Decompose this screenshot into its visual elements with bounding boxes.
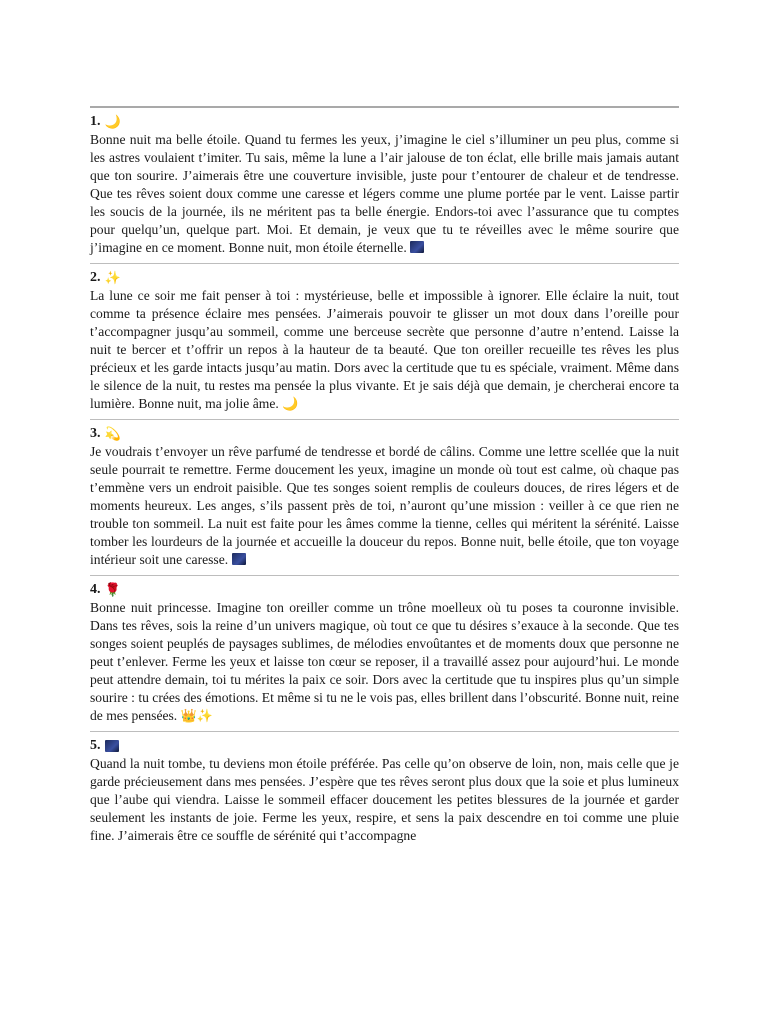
- message-text: La lune ce soir me fait penser à toi : mystérieuse, belle et impossible à ignorer. Elle éclaire la nuit, tout comme ta présence éclaire mes pensées. J’aimerais pouvoir te glisser un mot doux dans l’oreille pour t’accompagner jusqu’au sommeil, comme une berceuse secrète que personne d’autre n’entend. Laisse la nuit te bercer et t’offrir un repos à la hauteur de ta beauté. Que ton oreiller recueille tes rêves les plus précieux et les garde intacts jusqu’au matin. Dors avec la certitude que tu es spéciale, vraiment. Même dans le silence de la nuit, tu restes ma pensée la plus vivante. Et je sais déjà que demain, je chercherai encore ta lumière. Bonne nuit, ma jolie âme. 🌙: [90, 288, 679, 411]
- message-text: Quand la nuit tombe, tu deviens mon étoile préférée. Pas celle qu’on observe de loin, non, mais celle que je garde précieusement dans mes pensées. J’espère que tes rêves seront plus doux que la soie et plus lumineux que l’aube qui viendra. Laisse le sommeil effacer doucement les petites blessures de la journée et garder seulement les instants de joie. Ferme les yeux, respire, et sens la paix descendre en toi comme une pluie fine. J’aimerais être ce souffle de sérénité qui t’accompagne: [90, 756, 679, 843]
- message-heading: [90, 269, 679, 287]
- sparkles-icon: ✨: [196, 708, 213, 723]
- message-1: [90, 108, 679, 263]
- message-5: [90, 732, 679, 851]
- message-number: 4.: [90, 582, 101, 597]
- message-heading: [90, 737, 679, 755]
- crescent-moon-icon: 🌙: [282, 396, 299, 411]
- message-4: [90, 576, 679, 731]
- night-sky-icon: [232, 553, 246, 565]
- message-text: Bonne nuit princesse. Imagine ton oreiller comme un trône moelleux où tu poses ta couronne invisible. Dans tes rêves, sois la reine d’un univers magique, où tout ce que tu désires s’exauce à la seconde. Que tes songes soient peuplés de paysages sublimes, de mélodies envoûtantes et de moments doux que personne ne peut t’enlever. Ferme les yeux et laisse ton cœur se reposer, il a travaillé assez pour aujourd’hui. Le monde peut attendre demain, toi tu mérites la paix ce soir. Dors avec la certitude que tu inspires plus qu’un simple sourire : tu crées des émotions. Et même si tu ne le vois pas, elles brillent dans l’obscurité. Bonne nuit, reine de mes pensées. 👑✨: [90, 600, 679, 723]
- message-number: 2.: [90, 270, 101, 285]
- message-heading: [90, 113, 679, 131]
- message-2: [90, 264, 679, 419]
- message-3: [90, 420, 679, 575]
- crown-icon: 👑: [180, 708, 197, 723]
- message-heading: [90, 581, 679, 599]
- message-heading: [90, 425, 679, 443]
- message-number: 5.: [90, 738, 101, 753]
- night-sky-icon: [410, 241, 424, 253]
- dizzy-star-icon: 💫: [104, 426, 121, 441]
- rose-icon: 🌹: [104, 582, 121, 597]
- night-sky-icon: [105, 740, 119, 752]
- document-page: [90, 106, 679, 851]
- message-number: 1.: [90, 114, 101, 129]
- crescent-moon-icon: 🌙: [104, 114, 121, 129]
- sparkles-icon: ✨: [104, 270, 121, 285]
- message-text: Bonne nuit ma belle étoile. Quand tu fermes les yeux, j’imagine le ciel s’illuminer un peu plus, comme si les astres voulaient t’imiter. Tu sais, même la lune a l’air jalouse de ton éclat, elle brille mais jamais autant que ton sourire. J’aimerais être une couverture invisible, juste pour t’entourer de chaleur et de tendresse. Que tes rêves soient doux comme une caresse et légers comme une plume portée par le vent. Laisse partir les soucis de la journée, ils ne méritent pas ta belle énergie. Endors-toi avec l’assurance que tu comptes pour quelqu’un, quelque part. Moi. Et demain, je veux que tu te réveilles avec le même sourire que j’imagine en ce moment. Bonne nuit, mon étoile éternelle.: [90, 132, 679, 255]
- message-number: 3.: [90, 426, 101, 441]
- message-text: Je voudrais t’envoyer un rêve parfumé de tendresse et bordé de câlins. Comme une lettre scellée que la nuit seule pourrait te remettre. Ferme doucement les yeux, imagine un monde où tout est calme, où chaque pas t’emmène vers un endroit paisible. Que tes songes soient remplis de couleurs douces, de rires légers et de moments heureux. Les anges, s’ils passent près de toi, n’auront qu’une mission : veiller à ce que rien ne trouble ton sommeil. La nuit est faite pour les âmes comme la tienne, celles qui méritent la sérénité. Laisse tomber les lourdeurs de la journée et accueille la douceur du repos. Bonne nuit, belle étoile, que ton voyage intérieur soit une caresse.: [90, 444, 679, 567]
